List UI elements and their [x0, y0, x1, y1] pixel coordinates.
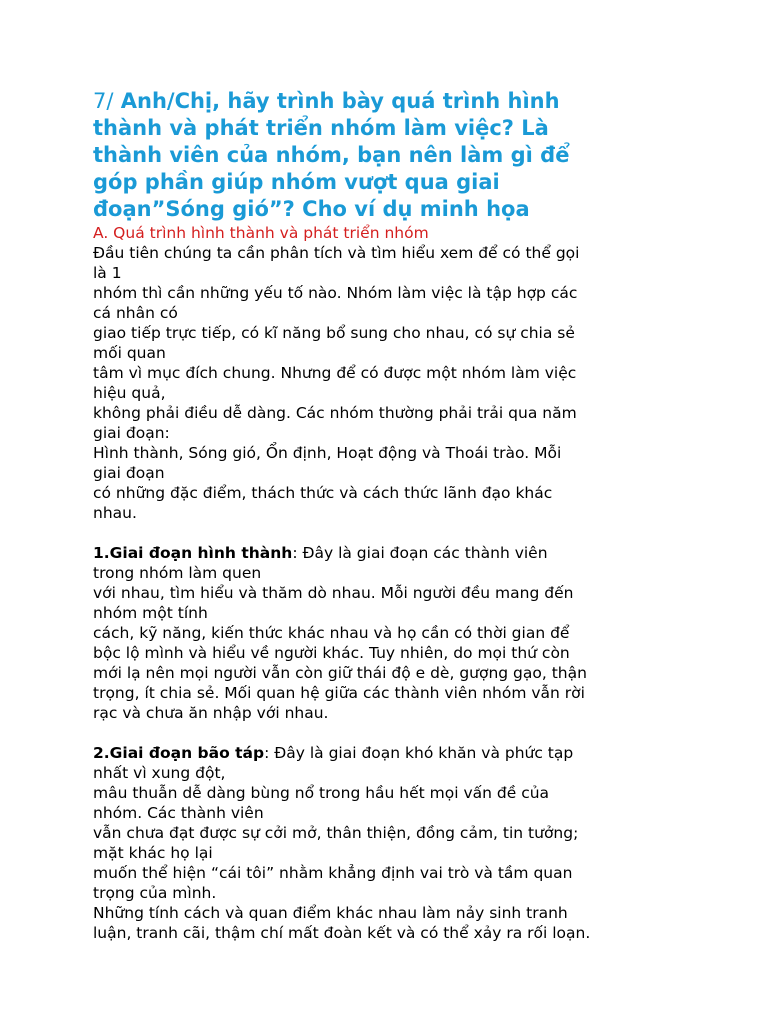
- question-title: [93, 88, 683, 223]
- text-line: nhóm. Các thành viên: [93, 804, 264, 822]
- text-line: giao tiếp trực tiếp, có kĩ năng bổ sung cho nhau, có sự chia sẻ: [93, 324, 575, 342]
- intro-paragraph: [93, 243, 683, 523]
- text-line: nhóm một tính: [93, 604, 208, 622]
- section-a-heading: A. Quá trình hình thành và phát triển nhóm: [93, 224, 429, 242]
- text-line: không phải điều dễ dàng. Các nhóm thường phải trải qua năm: [93, 404, 577, 422]
- text-line: Đầu tiên chúng ta cần phân tích và tìm hiểu xem để có thể gọi: [93, 244, 580, 262]
- question-number: 7/: [93, 89, 114, 113]
- text-line: là 1: [93, 264, 122, 282]
- spacer: [93, 523, 683, 543]
- text-line: mâu thuẫn dễ dàng bùng nổ trong hầu hết mọi vấn đề của: [93, 784, 550, 802]
- text-line: bộc lộ mình và hiểu về người khác. Tuy nhiên, do mọi thứ còn: [93, 644, 570, 662]
- text-line: hiệu quả,: [93, 384, 166, 402]
- text-line: nhất vì xung đột,: [93, 764, 226, 782]
- text-line: giai đoạn:: [93, 424, 170, 442]
- text-line: rạc và chưa ăn nhập với nhau.: [93, 704, 329, 722]
- text-line: luận, tranh cãi, thậm chí mất đoàn kết và có thể xảy ra rối loạn.: [93, 924, 591, 942]
- text-line: Những tính cách và quan điểm khác nhau làm nảy sinh tranh: [93, 904, 568, 922]
- title-line: thành viên của nhóm, bạn nên làm gì để: [93, 143, 570, 167]
- text-line: mối quan: [93, 344, 166, 362]
- text-line: giai đoạn: [93, 464, 165, 482]
- title-line: 7/ Anh/Chị, hãy trình bày quá trình hình: [93, 89, 560, 113]
- text-line: trọng của mình.: [93, 884, 217, 902]
- text-line: tâm vì mục đích chung. Nhưng để có được một nhóm làm việc: [93, 364, 577, 382]
- document-page: [93, 88, 683, 943]
- text-line: 1.Giai đoạn hình thành: Đây là giai đoạn các thành viên: [93, 544, 548, 562]
- text-line: có những đặc điểm, thách thức và cách thức lãnh đạo khác: [93, 484, 553, 502]
- text-line: trong nhóm làm quen: [93, 564, 262, 582]
- text-line: trọng, ít chia sẻ. Mối quan hệ giữa các thành viên nhóm vẫn rời: [93, 684, 585, 702]
- stage-2-paragraph: [93, 743, 683, 943]
- stage-1-paragraph: [93, 543, 683, 723]
- text-line: nhóm thì cần những yếu tố nào. Nhóm làm việc là tập hợp các: [93, 284, 578, 302]
- text-line: nhau.: [93, 504, 137, 522]
- text-line: 2.Giai đoạn bão táp: Đây là giai đoạn khó khăn và phức tạp: [93, 744, 574, 762]
- title-line: đoạn”Sóng gió”? Cho ví dụ minh họa: [93, 197, 530, 221]
- title-line: thành và phát triển nhóm làm việc? Là: [93, 116, 549, 140]
- text-line: Hình thành, Sóng gió, Ổn định, Hoạt động và Thoái trào. Mỗi: [93, 444, 562, 462]
- stage-2-heading: 2.Giai đoạn bão táp: [93, 744, 265, 762]
- text-line: mặt khác họ lại: [93, 844, 213, 862]
- title-line: góp phần giúp nhóm vượt qua giai: [93, 170, 500, 194]
- text-line: mới lạ nên mọi người vẫn còn giữ thái độ e dè, gượng gạo, thận: [93, 664, 587, 682]
- text-line: cách, kỹ năng, kiến thức khác nhau và họ cần có thời gian để: [93, 624, 570, 642]
- text-line: với nhau, tìm hiểu và thăm dò nhau. Mỗi người đều mang đến: [93, 584, 574, 602]
- spacer: [93, 723, 683, 743]
- text-line: cá nhân có: [93, 304, 178, 322]
- stage-1-heading: 1.Giai đoạn hình thành: [93, 544, 293, 562]
- text-line: muốn thể hiện “cái tôi” nhằm khẳng định vai trò và tầm quan: [93, 864, 573, 882]
- text-line: vẫn chưa đạt được sự cởi mở, thân thiện, đồng cảm, tin tưởng;: [93, 824, 579, 842]
